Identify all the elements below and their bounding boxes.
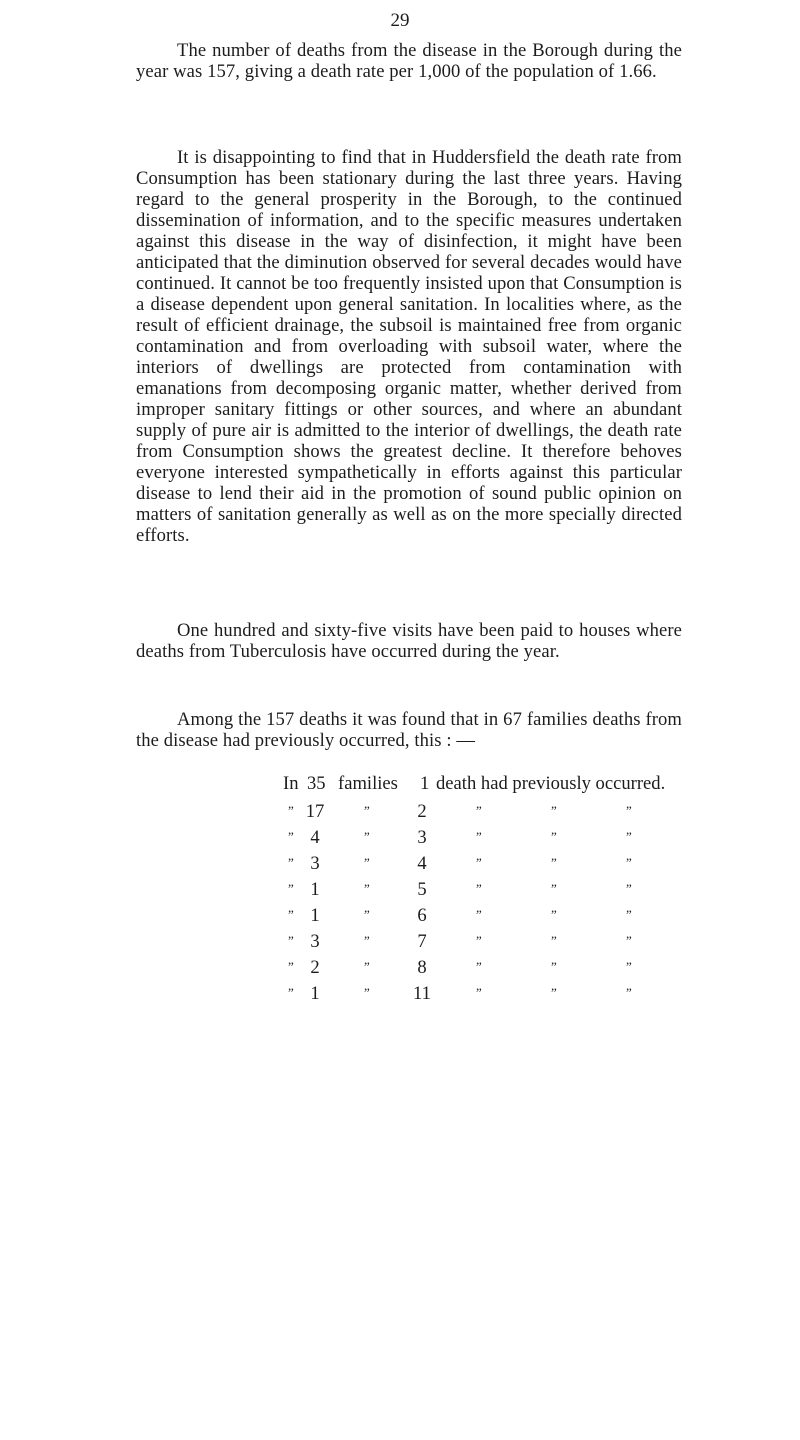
ditto-mark: ” bbox=[476, 855, 482, 870]
ditto-mark: ” bbox=[476, 959, 482, 974]
ditto-mark: ” bbox=[364, 855, 370, 870]
paragraph-consumption-sanitation: It is disappointing to find that in Huddersfield the death rate from Consumption has been stationary during the last three years. Having regard to the general prosperity in the Borough, to the continued dissemination of information, and to the specific measures undertaken against this disease in the way of disinfection, it might have been anticipated that the diminution observed for several decades would have continued. It cannot be too frequently insisted upon that Consumption is a disease dependent upon general sanitation. In localities where, as the result of efficient drainage, the subsoil is maintained free from organic contamination and from overloading with subsoil water, where the interiors of dwellings are protected from contamination with emanations from decomposing organic matter, whether derived from improper sanitary fittings or other sources, and where an abundant supply of pure air is admitted to the interior of dwellings, the death rate from Consumption shows the greatest decline. It therefore behoves everyone interested sympathetically in efforts against this particular disease to lend their aid in the promotion of sound public opinion on matters of sanitation generally as well as on the more specially directed efforts. bbox=[136, 147, 682, 546]
family-deaths-table bbox=[0, 773, 800, 1033]
ditto-mark: ” bbox=[551, 803, 557, 818]
ditto-mark: ” bbox=[364, 985, 370, 1000]
table-row-families: 1 bbox=[310, 905, 320, 926]
ditto-mark: ” bbox=[288, 959, 294, 974]
ditto-mark: ” bbox=[288, 829, 294, 844]
paragraph-visits: One hundred and sixty-five visits have been paid to houses where deaths from Tuberculosis have occurred during the year. bbox=[136, 620, 682, 662]
table-families-count: 35 bbox=[307, 773, 326, 794]
table-deaths-count: 1 bbox=[420, 773, 430, 794]
ditto-mark: ” bbox=[626, 933, 632, 948]
paragraph-death-rate: The number of deaths from the disease in the Borough during the year was 157, giving a death rate per 1,000 of the population of 1.66. bbox=[136, 40, 682, 82]
ditto-mark: ” bbox=[288, 985, 294, 1000]
ditto-mark: ” bbox=[626, 985, 632, 1000]
table-row-deaths: 6 bbox=[417, 905, 427, 926]
ditto-mark: ” bbox=[288, 881, 294, 896]
table-row-deaths: 8 bbox=[417, 957, 427, 978]
ditto-mark: ” bbox=[364, 829, 370, 844]
paragraph-family-deaths: Among the 157 deaths it was found that in 67 families deaths from the disease had previously occurred, this : — bbox=[136, 709, 682, 751]
ditto-mark: ” bbox=[364, 881, 370, 896]
ditto-mark: ” bbox=[476, 829, 482, 844]
ditto-mark: ” bbox=[476, 907, 482, 922]
ditto-mark: ” bbox=[476, 881, 482, 896]
table-row-families: 1 bbox=[310, 879, 320, 900]
table-row-families: 1 bbox=[310, 983, 320, 1004]
table-row-families: 4 bbox=[310, 827, 320, 848]
table-row-families: 17 bbox=[305, 801, 325, 822]
ditto-mark: ” bbox=[364, 803, 370, 818]
table-suffix: death had previously occurred. bbox=[436, 773, 666, 794]
ditto-mark: ” bbox=[288, 907, 294, 922]
table-row-deaths: 7 bbox=[417, 931, 427, 952]
ditto-mark: ” bbox=[288, 803, 294, 818]
ditto-mark: ” bbox=[626, 803, 632, 818]
table-row-families: 3 bbox=[310, 931, 320, 952]
ditto-mark: ” bbox=[551, 907, 557, 922]
table-row-deaths: 11 bbox=[413, 983, 431, 1004]
table-families-label: families bbox=[338, 773, 398, 794]
ditto-mark: ” bbox=[551, 855, 557, 870]
page-number: 29 bbox=[390, 10, 410, 31]
table-row-families: 3 bbox=[310, 853, 320, 874]
ditto-mark: ” bbox=[551, 829, 557, 844]
table-row-deaths: 5 bbox=[417, 879, 427, 900]
table-row-families: 2 bbox=[310, 957, 320, 978]
ditto-mark: ” bbox=[551, 985, 557, 1000]
table-row-deaths: 4 bbox=[417, 853, 427, 874]
ditto-mark: ” bbox=[626, 829, 632, 844]
ditto-mark: ” bbox=[551, 933, 557, 948]
ditto-mark: ” bbox=[626, 881, 632, 896]
ditto-mark: ” bbox=[476, 933, 482, 948]
ditto-mark: ” bbox=[364, 959, 370, 974]
table-prefix: In bbox=[283, 773, 299, 794]
ditto-mark: ” bbox=[288, 933, 294, 948]
table-row-deaths: 2 bbox=[417, 801, 427, 822]
ditto-mark: ” bbox=[364, 907, 370, 922]
ditto-mark: ” bbox=[626, 855, 632, 870]
ditto-mark: ” bbox=[476, 803, 482, 818]
ditto-mark: ” bbox=[288, 855, 294, 870]
ditto-mark: ” bbox=[551, 959, 557, 974]
ditto-mark: ” bbox=[626, 907, 632, 922]
ditto-mark: ” bbox=[551, 881, 557, 896]
table-row-deaths: 3 bbox=[417, 827, 427, 848]
ditto-mark: ” bbox=[626, 959, 632, 974]
ditto-mark: ” bbox=[476, 985, 482, 1000]
ditto-mark: ” bbox=[364, 933, 370, 948]
